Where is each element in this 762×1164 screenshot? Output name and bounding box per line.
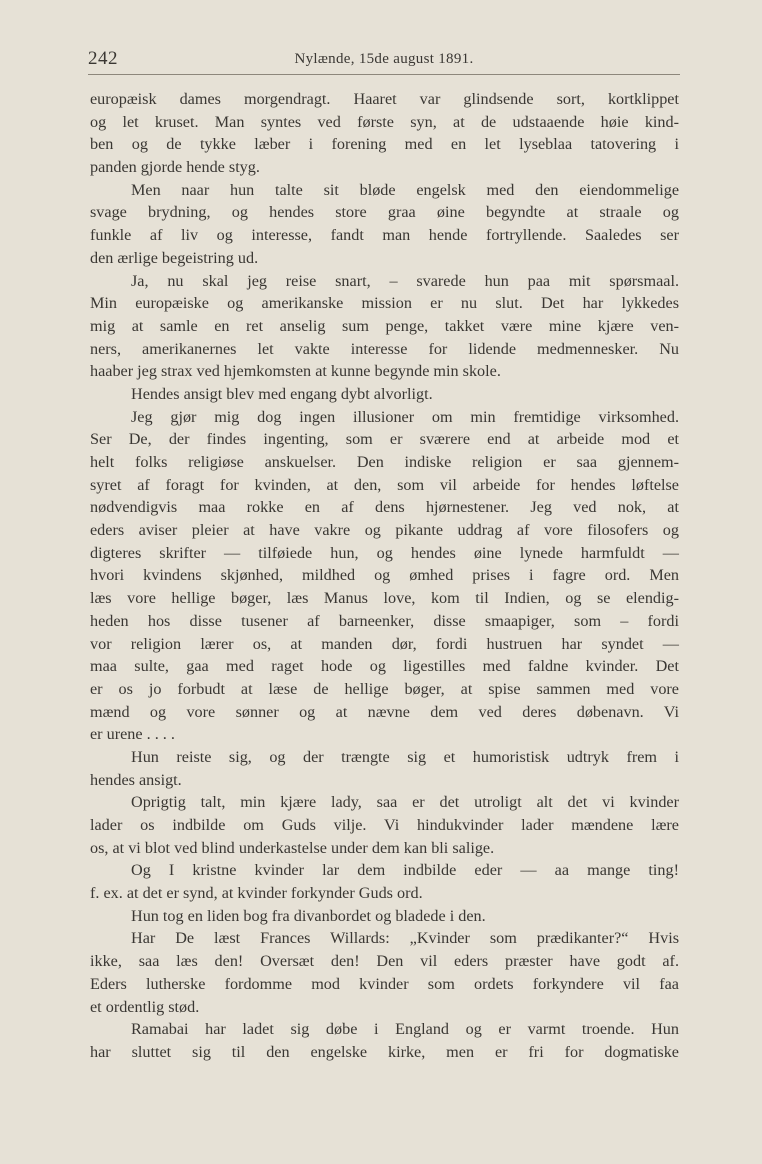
text-line: heden hos disse tusener af barneenker, disse smaapiger, som – fordi <box>90 611 679 630</box>
text-line: Har De læst Frances Willards: „Kvinder som prædikanter?“ Hvis <box>131 929 679 948</box>
text-line: funkle af liv og interesse, fandt man hende fortryllende. Saaledes ser <box>90 226 679 245</box>
page-number: 242 <box>88 48 118 69</box>
text-line: Men naar hun talte sit bløde engelsk med den eiendommelige <box>131 180 679 199</box>
text-line: syret af foragt for kvinden, at den, som vil arbeide for hendes løftelse <box>90 475 679 494</box>
text-line: Oprigtig talt, min kjære lady, saa er det utroligt alt det vi kvinder <box>131 793 679 812</box>
text-line: svage brydning, og hendes store graa øine begyndte at straale og <box>90 203 679 222</box>
running-title: Nylænde, 15de august 1891. <box>294 51 474 67</box>
text-line: europæisk dames morgendragt. Haaret var glindsende sort, kortklippet <box>90 90 679 108</box>
text-line: lader os indbilde om Guds vilje. Vi hindukvinder lader mændene lære <box>90 816 679 834</box>
text-line: den ærlige begeistring ud. <box>90 248 259 267</box>
text-line: Min europæiske og amerikanske mission er nu slut. Det har lykkedes <box>90 294 679 313</box>
text-line: hvori kvindens skjønhed, mildhed og ømhed prises i fagre ord. Men <box>90 566 679 585</box>
text-line: hendes ansigt. <box>90 770 182 789</box>
text-line: er urene . . . . <box>90 725 175 744</box>
text-line: eders aviser pleier at have vakre og pikante uddrag af vore filosofers og <box>90 521 679 540</box>
text-line: nødvendigvis maa rokke en af dens hjørnestener. Jeg ved nok, at <box>90 498 679 517</box>
page-header <box>88 44 680 74</box>
text-line: Eders lutherske fordomme mod kvinder som ordets forkyndere vil faa <box>90 974 679 993</box>
text-line: mig at samle en ret anselig sum penge, takket være mine kjære ven- <box>90 316 679 335</box>
text-line: os, at vi blot ved blind underkastelse under dem kan bli salige. <box>90 838 495 857</box>
text-line: og let kruset. Man syntes ved første syn, at de udstaaende høie kind- <box>90 112 679 131</box>
text-line: ners, amerikanernes let vakte interesse for lidende medmennesker. Nu <box>90 339 679 358</box>
text-line: har sluttet sig til den engelske kirke, men er fri for dogmatiske <box>90 1042 679 1061</box>
text-line: helt folks religiøse anskuelser. Den indiske religion er saa gjennem- <box>90 453 679 471</box>
header-rule <box>88 74 680 75</box>
text-line: Ja, nu skal jeg reise snart, – svarede hun paa mit spørsmaal. <box>131 271 679 290</box>
text-line: vor religion lærer os, at manden dør, fordi hustruen har syndet — <box>90 634 679 653</box>
text-line: mænd og vore sønner og at nævne dem ved deres døbenavn. Vi <box>90 702 679 721</box>
text-line: haaber jeg strax ved hjemkomsten at kunne begynde min skole. <box>90 362 501 381</box>
text-line: er os jo forbudt at læse de hellige bøger, at spise sammen med vore <box>90 679 679 698</box>
text-line: Hun reiste sig, og der trængte sig et humoristisk udtryk frem i <box>131 747 679 766</box>
text-line: Jeg gjør mig dog ingen illusioner om min fremtidige virksomhed. <box>131 407 679 426</box>
text-line: ikke, saa læs den! Oversæt den! Den vil eders præster have godt af. <box>90 952 679 971</box>
text-line: læs vore hellige bøger, læs Manus love, kom til Indien, og se elendig- <box>90 589 679 608</box>
text-line: Ser De, der findes ingenting, som er sværere end at arbeide mod et <box>90 430 679 449</box>
text-line: panden gjorde hende styg. <box>90 158 260 177</box>
text-line: digteres skrifter — tilføiede hun, og hendes øine lynede harmfuldt — <box>90 543 679 562</box>
body-text <box>90 88 679 1064</box>
text-line: Og I kristne kvinder lar dem indbilde eder — aa mange ting! <box>131 861 679 880</box>
text-line: et ordentlig stød. <box>90 997 200 1016</box>
text-line: ben og de tykke læber i forening med en let lyseblaa tatovering i <box>90 135 679 154</box>
text-line: Ramabai har ladet sig døbe i England og er varmt troende. Hun <box>131 1020 679 1039</box>
text-line: Hendes ansigt blev med engang dybt alvorligt. <box>131 384 433 403</box>
text-line: Hun tog en liden bog fra divanbordet og bladede i den. <box>131 906 486 925</box>
text-line: f. ex. at det er synd, at kvinder forkynder Guds ord. <box>90 884 423 903</box>
text-line: maa sulte, gaa med raget hode og ligestilles med faldne kvinder. Det <box>90 657 679 676</box>
